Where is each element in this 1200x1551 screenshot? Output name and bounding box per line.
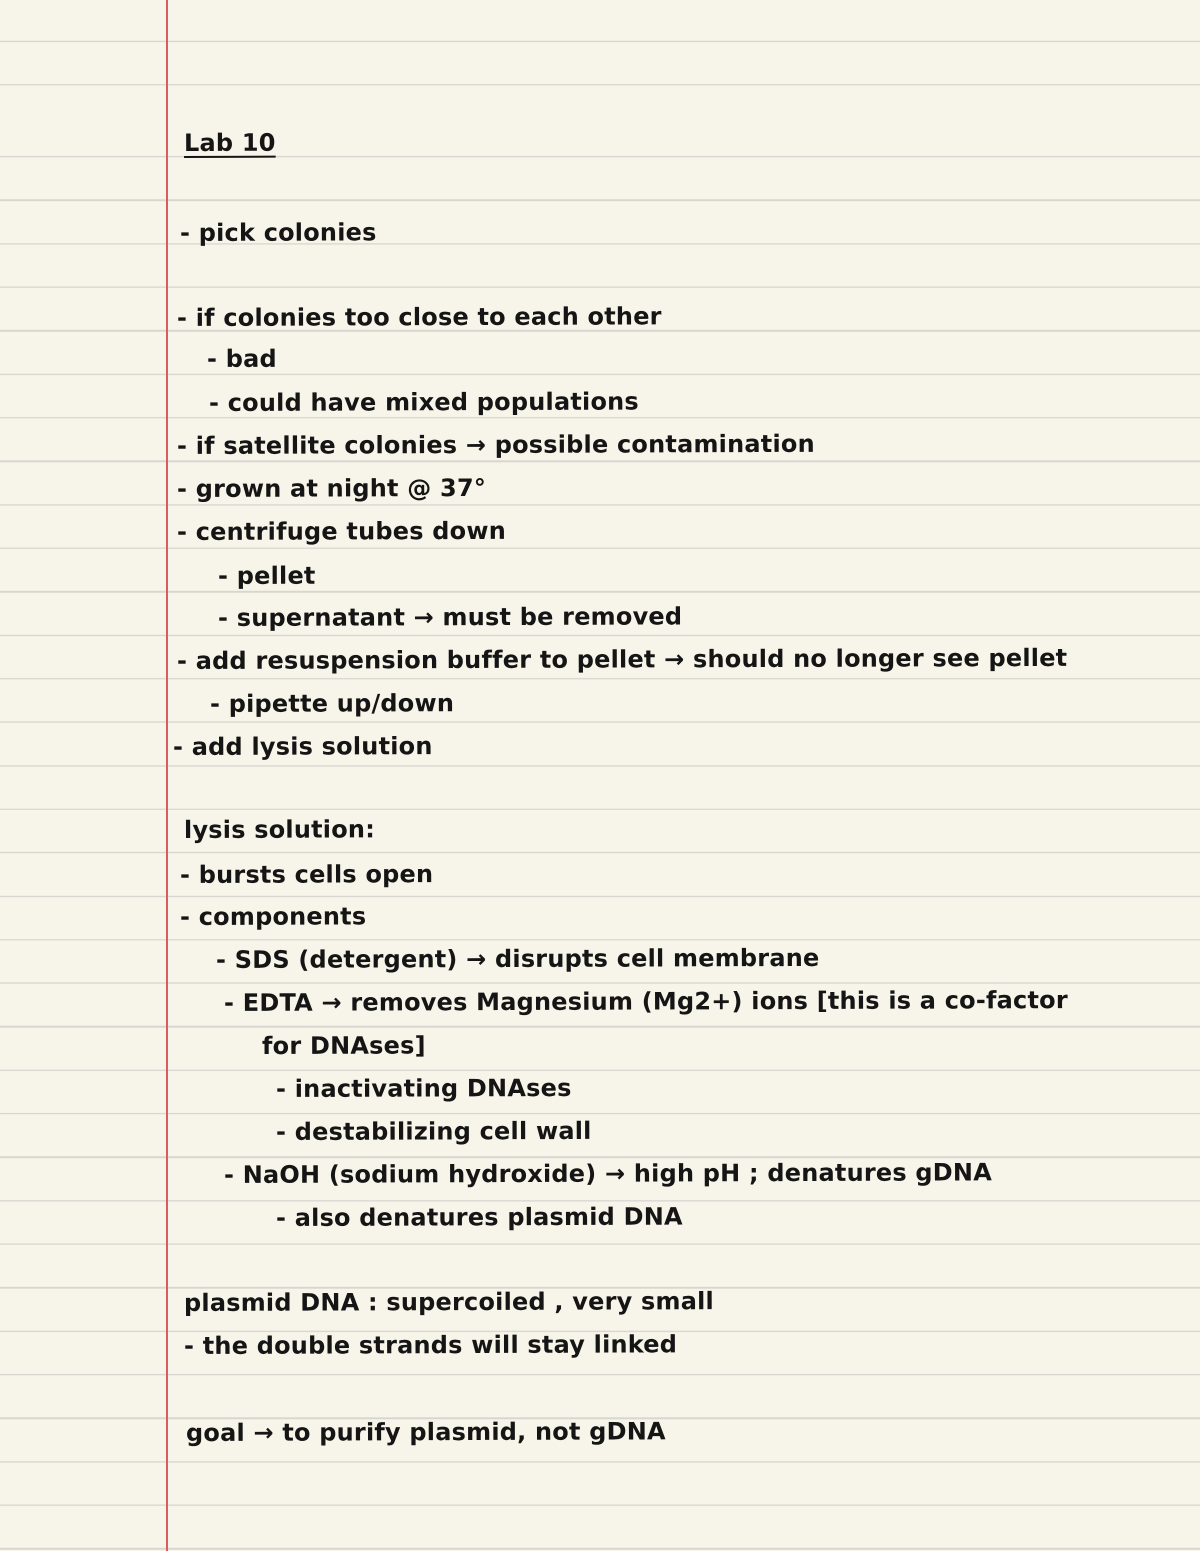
note-line: - destabilizing cell wall	[275, 1116, 592, 1146]
note-line: - could have mixed populations	[208, 387, 639, 417]
note-line: - the double strands will stay linked	[183, 1330, 678, 1360]
note-line: for DNAses]	[261, 1031, 426, 1060]
note-line: - pellet	[217, 561, 316, 590]
section-heading: lysis solution:	[183, 815, 376, 844]
note-line: - also denatures plasmid DNA	[275, 1202, 683, 1232]
note-line: - centrifuge tubes down	[176, 516, 507, 546]
note-line: - EDTA → removes Magnesium (Mg2+) ions [this is a co-factor	[223, 986, 1068, 1017]
note-line: - bad	[206, 344, 277, 373]
note-line: - if satellite colonies → possible contamination	[176, 429, 815, 460]
note-line: - components	[179, 902, 367, 931]
note-line: goal → to purify plasmid, not gDNA	[185, 1417, 666, 1447]
note-line: - if colonies too close to each other	[176, 302, 662, 332]
note-line: - SDS (detergent) → disrupts cell membrane	[215, 943, 820, 974]
note-line: - grown at night @ 37°	[176, 473, 487, 503]
note-line: - supernatant → must be removed	[217, 602, 683, 632]
note-line: - NaOH (sodium hydroxide) → high pH ; denatures gDNA	[223, 1158, 992, 1189]
note-line: - add resuspension buffer to pellet → should no longer see pellet	[176, 643, 1068, 675]
note-line: - pick colonies	[179, 218, 377, 247]
margin-line	[166, 0, 168, 1551]
note-line: - add lysis solution	[172, 732, 433, 761]
note-line: - pipette up/down	[209, 689, 455, 718]
note-line: - inactivating DNAses	[275, 1073, 572, 1103]
section-heading: plasmid DNA : supercoiled , very small	[183, 1287, 715, 1317]
note-title: Lab 10	[183, 128, 276, 157]
note-line: - bursts cells open	[179, 860, 434, 889]
